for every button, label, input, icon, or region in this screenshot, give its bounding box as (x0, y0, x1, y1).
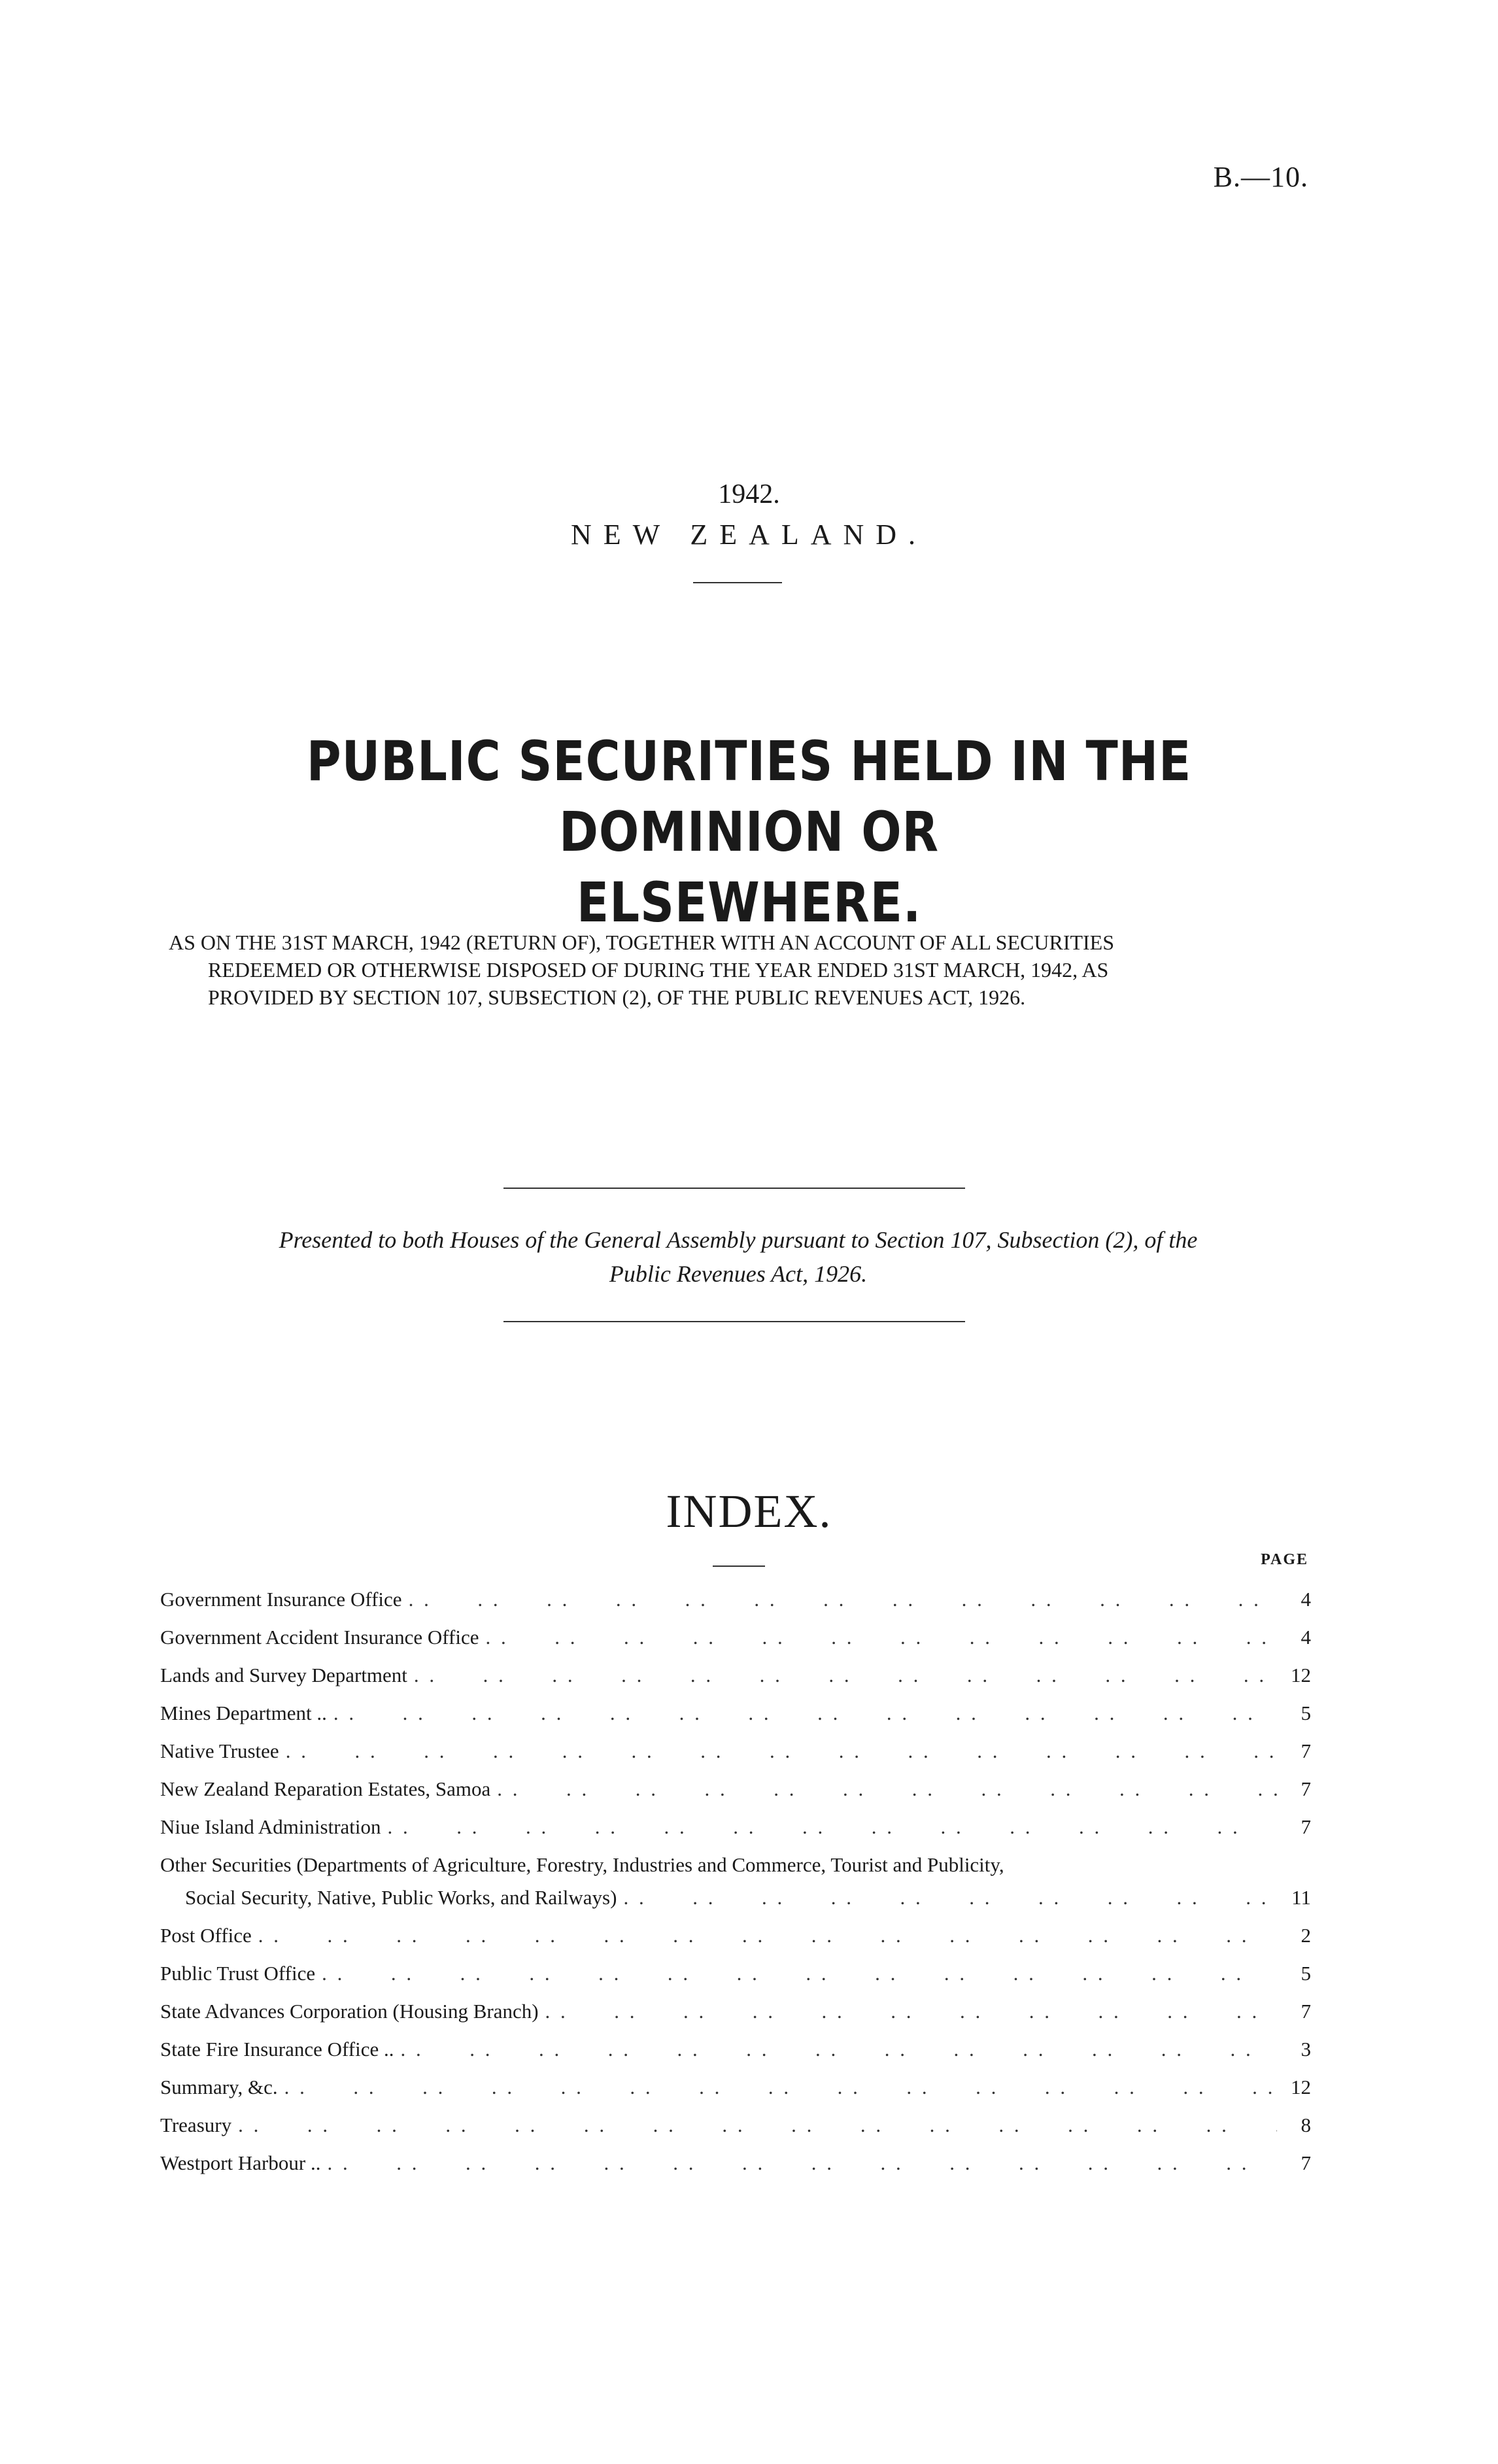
index-entry[interactable] (160, 1777, 1311, 1815)
dot-leader (258, 1924, 1277, 1947)
dot-leader (409, 1588, 1277, 1611)
dot-leader (327, 2151, 1277, 2175)
index-entry-name: Treasury (160, 2113, 232, 2136)
dot-leader (401, 2038, 1277, 2061)
index-entry[interactable] (160, 2151, 1311, 2189)
presented-line-1: Presented to both Houses of the General Assembly pursuant to Section 107, Subsection (2), of the (279, 1227, 1198, 1253)
index-entry-page: 7 (1301, 2000, 1311, 2023)
index-entry-page: 12 (1291, 2076, 1311, 2098)
dot-leader (485, 1626, 1277, 1649)
index-entry-page: 12 (1291, 1664, 1311, 1686)
dot-leader (388, 1815, 1277, 1839)
subtitle-line-1: AS ON THE 31ST MARCH, 1942 (RETURN OF), TOGETHER WITH AN ACCOUNT OF ALL SECURITIES (169, 931, 1115, 954)
index-entry-name: Summary, &c. (160, 2076, 278, 2098)
index-entry-page: 2 (1301, 1924, 1311, 1947)
index-entry-page: 11 (1291, 1886, 1311, 1909)
index-entry[interactable] (160, 1924, 1311, 1962)
dot-leader (238, 2113, 1277, 2137)
index-entry-page: 7 (1301, 2151, 1311, 2174)
subtitle-line-3: PROVIDED BY SECTION 107, SUBSECTION (2), OF THE PUBLIC REVENUES ACT, 1926. (208, 985, 1026, 1009)
presentation-note (169, 1223, 1308, 1291)
index-entry-page: 5 (1301, 1962, 1311, 1985)
subtitle-line-2: REDEEMED OR OTHERWISE DISPOSED OF DURING THE YEAR ENDED 31ST MARCH, 1942, AS (208, 958, 1109, 982)
index-entry-name: Native Trustee (160, 1739, 279, 1762)
divider (693, 582, 782, 583)
index-entry-page: 4 (1301, 1588, 1311, 1611)
index-entry-page: 5 (1301, 1702, 1311, 1724)
title-line-1: PUBLIC SECURITIES HELD IN THE DOMINION OR (306, 729, 1192, 864)
index-entry-page: 7 (1301, 1777, 1311, 1800)
index-entry[interactable] (160, 2038, 1311, 2076)
index-entry-page: 3 (1301, 2038, 1311, 2061)
index-entry[interactable] (160, 1739, 1311, 1777)
index-entry[interactable] (160, 1853, 1311, 1924)
dot-leader (545, 2000, 1277, 2023)
index-entry[interactable] (160, 1702, 1311, 1739)
index-entry[interactable] (160, 1815, 1311, 1853)
index-entry-name-continued: Social Security, Native, Public Works, and Railways) (185, 1886, 617, 1909)
index-entry-name: Westport Harbour .. (160, 2151, 321, 2174)
index-entry-name: Other Securities (Departments of Agriculture, Forestry, Industries and Commerce, Tourist and Publicity, (160, 1853, 1004, 1876)
index-entry-name: Government Accident Insurance Office (160, 1626, 479, 1649)
title-line-2: ELSEWHERE. (576, 870, 922, 934)
dot-leader (284, 2076, 1277, 2099)
index-entry-name: Government Insurance Office (160, 1588, 402, 1611)
index-entry-name: Mines Department .. (160, 1702, 327, 1724)
divider (713, 1566, 765, 1567)
index-entry-page: 7 (1301, 1815, 1311, 1838)
presented-line-2: Public Revenues Act, 1926. (609, 1261, 868, 1287)
dot-leader (414, 1664, 1277, 1687)
index-entry-name: State Fire Insurance Office .. (160, 2038, 394, 2061)
index-list (160, 1588, 1311, 2189)
index-entry[interactable] (160, 1664, 1311, 1702)
divider (503, 1321, 965, 1322)
subtitle (169, 929, 1308, 1011)
index-entry[interactable] (160, 2113, 1311, 2151)
report-year: 1942. (718, 479, 780, 509)
index-entry-page: 4 (1301, 1626, 1311, 1649)
index-entry[interactable] (160, 2076, 1311, 2113)
document-reference: B.—10. (1213, 161, 1308, 193)
dot-leader (623, 1886, 1277, 1909)
page-title (262, 726, 1236, 938)
divider (503, 1188, 965, 1189)
index-entry-continuation (160, 1886, 1311, 1924)
index-entry-name: Niue Island Administration (160, 1815, 381, 1838)
index-entry-name: Lands and Survey Department (160, 1664, 407, 1686)
index-entry-name: State Advances Corporation (Housing Branch) (160, 2000, 539, 2023)
index-entry-name: Public Trust Office (160, 1962, 316, 1985)
index-entry-page: 8 (1301, 2113, 1311, 2136)
index-entry-name: New Zealand Reparation Estates, Samoa (160, 1777, 491, 1800)
page-column-label: PAGE (1261, 1551, 1308, 1568)
index-entry-name: Post Office (160, 1924, 252, 1947)
dot-leader (497, 1777, 1277, 1801)
dot-leader (286, 1739, 1277, 1763)
index-entry[interactable] (160, 1588, 1311, 1626)
index-entry[interactable] (160, 2000, 1311, 2038)
country-name: NEW ZEALAND. (570, 519, 928, 551)
index-entry[interactable] (160, 1626, 1311, 1664)
dot-leader (333, 1702, 1277, 1725)
index-entry-page: 7 (1301, 1739, 1311, 1762)
index-entry[interactable] (160, 1962, 1311, 2000)
dot-leader (322, 1962, 1277, 1985)
index-heading: INDEX. (666, 1485, 832, 1537)
